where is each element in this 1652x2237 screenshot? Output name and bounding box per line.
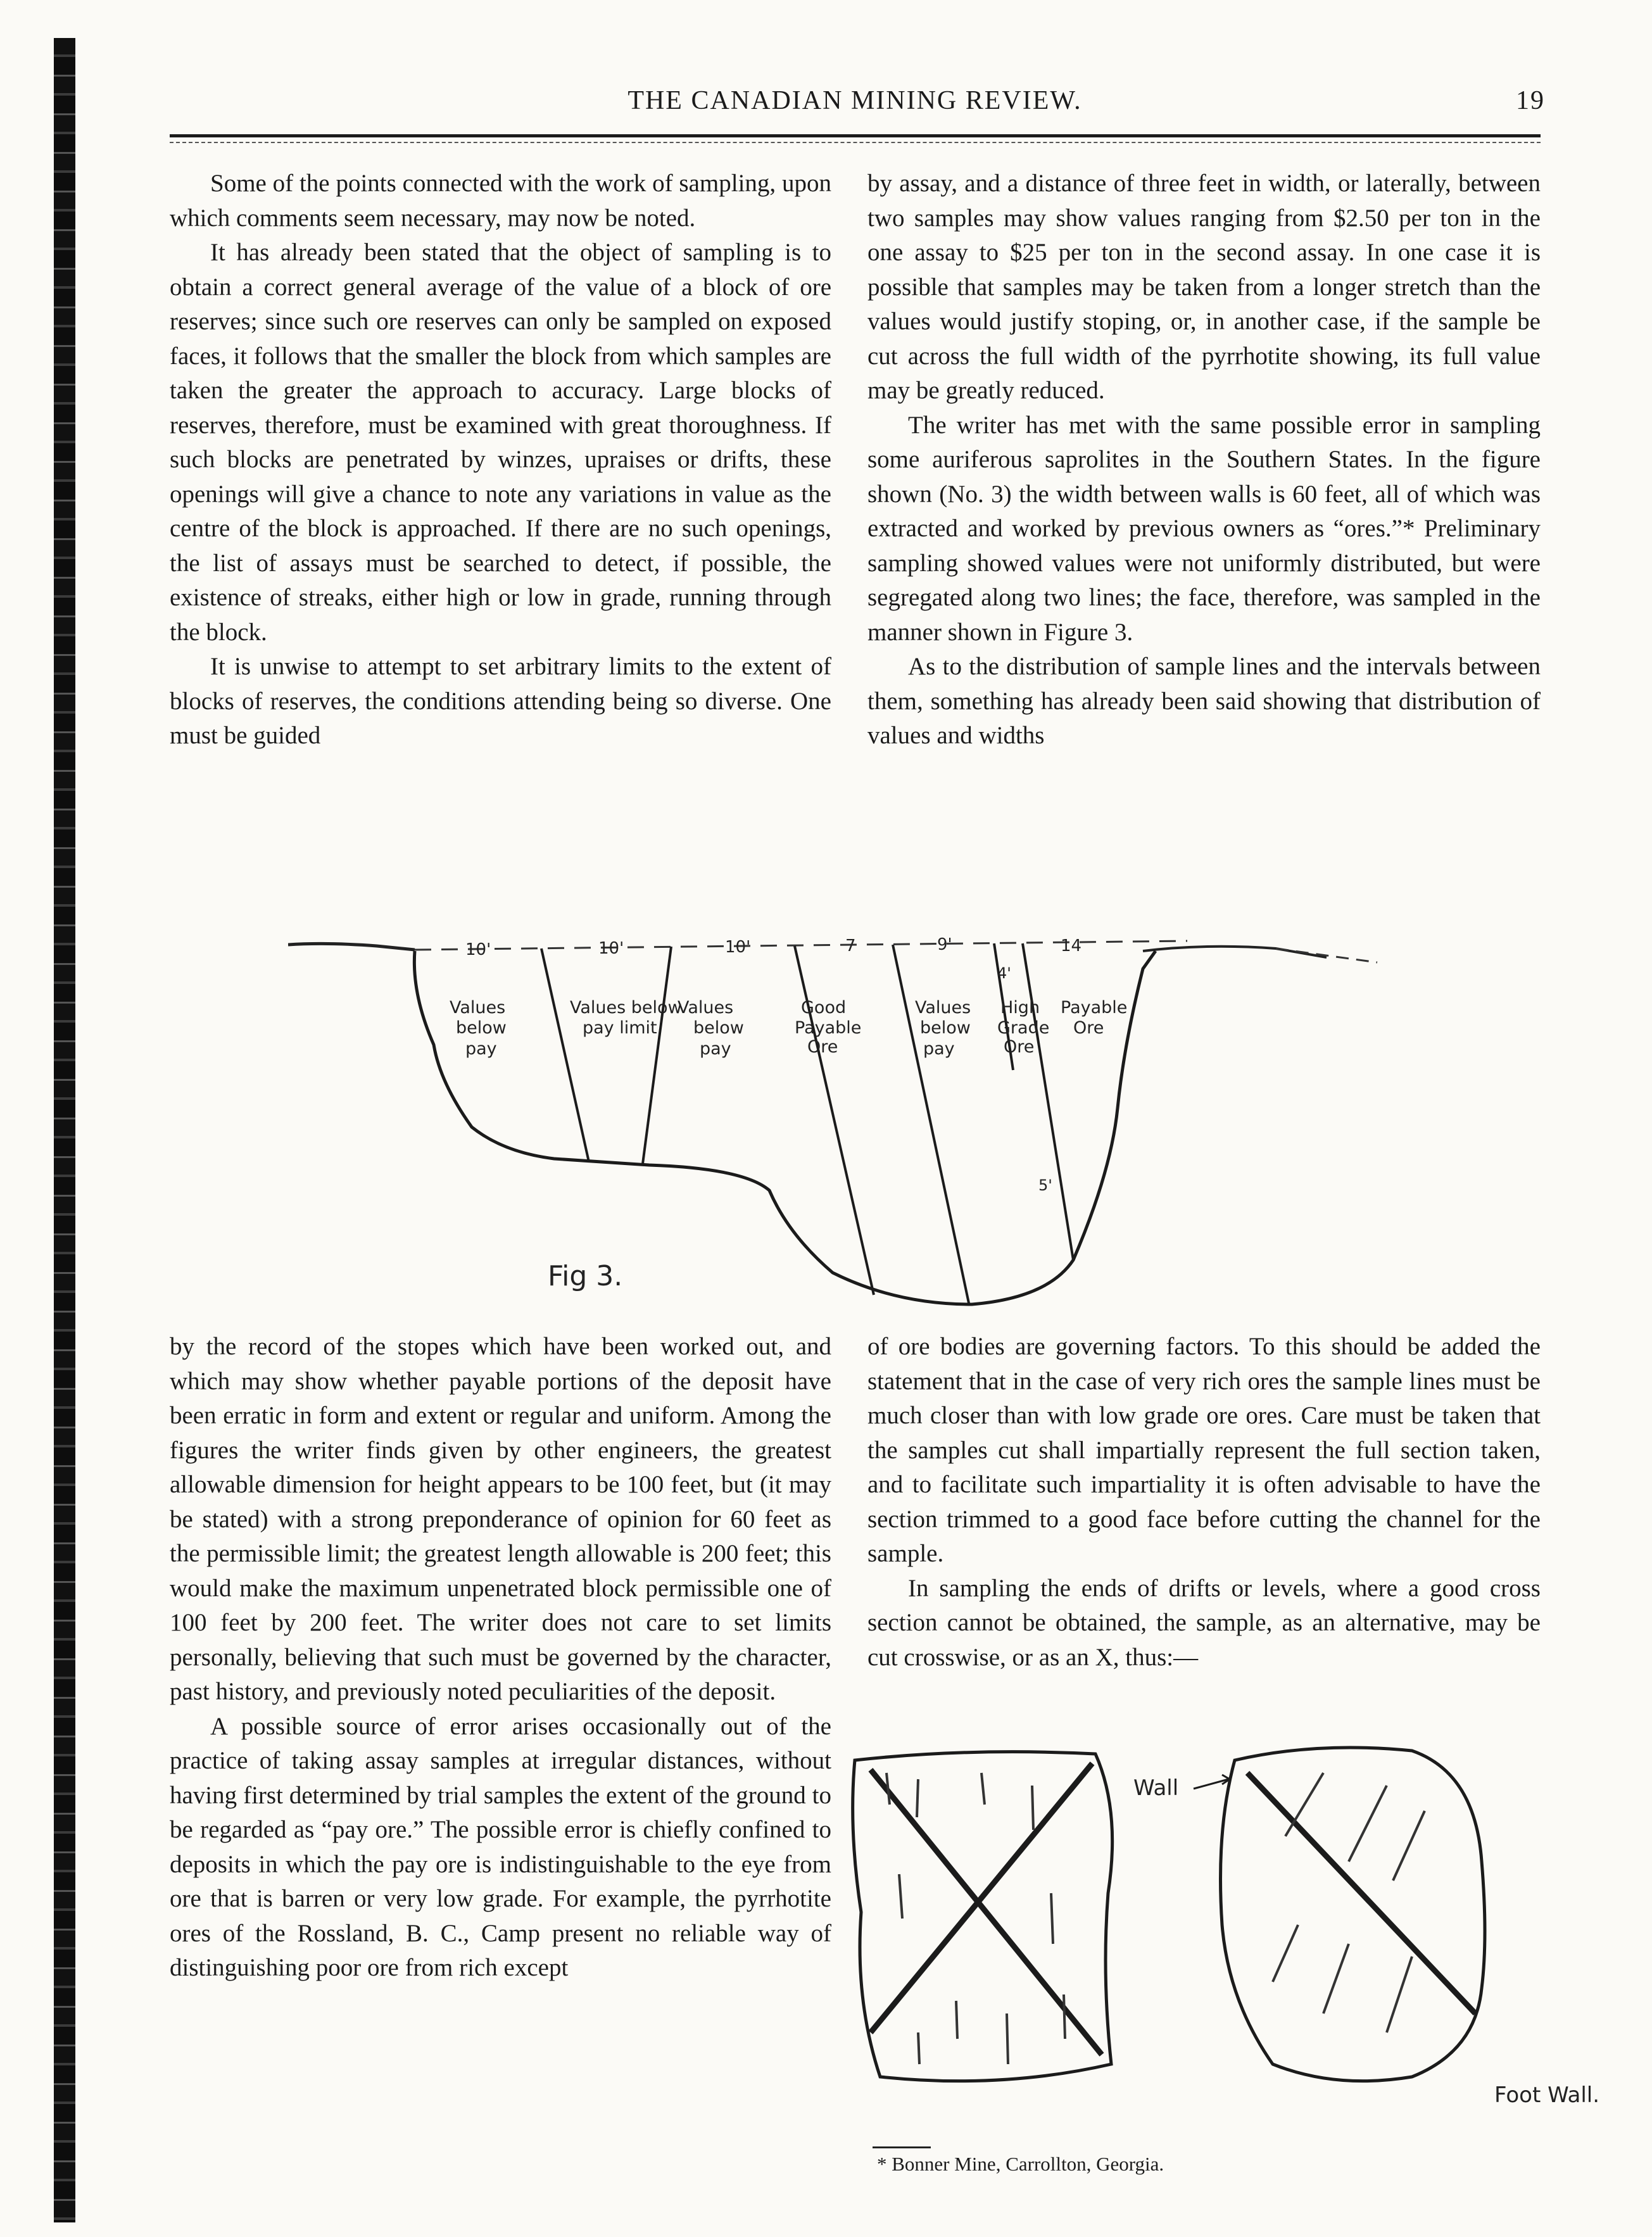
zone-label: pay limit bbox=[583, 1018, 657, 1038]
zone-label: Ore bbox=[807, 1037, 838, 1057]
zone-label: Payable bbox=[795, 1018, 862, 1038]
footnote-rule bbox=[873, 2146, 931, 2148]
paragraph: The writer has met with the same possible error in sampling some auriferous saprolites in the Southern States. In the figure shown (No. 3) the width between walls is 60 feet, all of which was extracted and worked by previous owners as “ores.”* Preliminary sampling showed values were not uniformly distributed, but were segregated along two lines; the face, therefore, was sampled in the manner shown in Figure 3. bbox=[867, 411, 1541, 646]
sample-cut-line bbox=[871, 1770, 1102, 2055]
figure-x-sampling bbox=[842, 1735, 1621, 2127]
dimension-label: 10' bbox=[725, 938, 751, 957]
drift-face-outline-right bbox=[1221, 1748, 1485, 2081]
dimension-label: 7 bbox=[845, 936, 856, 955]
zone-label: Values bbox=[678, 998, 734, 1018]
column-bottom-right bbox=[867, 1330, 1541, 1675]
zone-label: below bbox=[693, 1018, 744, 1038]
zone-label: below bbox=[920, 1018, 971, 1038]
sample-cut-line bbox=[1247, 1773, 1475, 2013]
zone-label: pay bbox=[465, 1039, 497, 1059]
zone-label: Values bbox=[915, 998, 971, 1018]
journal-title: THE CANADIAN MINING REVIEW. bbox=[627, 86, 1082, 115]
dimension-label: 4' bbox=[997, 964, 1011, 982]
paragraph: by the record of the stopes which have been worked out, and which may show whether payable portions of the deposit have been erratic in form and extent or regular and uniform. Among the figures the writer finds given by other engineers, the greatest allowable dimension for height appears to be 100 feet, but (it may be stated) with a strong preponderance of opinion for 60 feet as the permissible limit; the greatest length allowable is 200 feet; this would make the maximum unpenetrated block permissible one of 100 feet by 200 feet. The writer does not care to set limits personally, believing that such must be governed by the character, past history, and previously noted peculiarities of the deposit. bbox=[170, 1333, 831, 1705]
paragraph: Some of the points connected with the work of sampling, upon which comments seem necessary, may now be noted. bbox=[170, 170, 831, 232]
page-number: 19 bbox=[1516, 86, 1545, 115]
zone-label: pay bbox=[700, 1039, 731, 1059]
paragraph: It has already been stated that the object of sampling is to obtain a correct general average of the value of a block of ore reserves; since such ore reserves can only be sampled on exposed faces, it follows that the smaller the block from which samples are taken the greater the approach to accuracy. Large blocks of reserves, therefore, must be examined with great thoroughness. If such blocks are penetrated by winzes, upraises or drifts, these openings will give a chance to note any variations in value as the centre of the block is approached. If there are no such openings, the list of assays must be searched to detect, if possible, the existence of streaks, either high or low in grade, running through the block. bbox=[170, 239, 831, 646]
column-top-left bbox=[170, 167, 831, 753]
dimension-label: 5' bbox=[1038, 1176, 1052, 1194]
figure-caption: Fig 3. bbox=[548, 1260, 623, 1292]
wall-label: Wall bbox=[1133, 1775, 1179, 1801]
footnote: * Bonner Mine, Carrollton, Georgia. bbox=[877, 2153, 1164, 2175]
dimension-label: 9' bbox=[937, 935, 952, 954]
zone-label: Good bbox=[801, 998, 847, 1018]
drift-face-outline-left bbox=[853, 1752, 1113, 2081]
surface-line-left bbox=[288, 943, 415, 950]
sample-line bbox=[541, 948, 589, 1162]
dimension-label: 14 bbox=[1061, 936, 1082, 955]
zone-label: Values bbox=[450, 998, 506, 1018]
foot-wall-label: Foot Wall. bbox=[1494, 2083, 1600, 2108]
header-rule-dashed bbox=[170, 142, 1541, 143]
zone-label: below bbox=[456, 1018, 507, 1038]
dimension-label: 10' bbox=[465, 940, 491, 959]
zone-label: Ore bbox=[1073, 1018, 1104, 1038]
column-bottom-left bbox=[170, 1330, 831, 1986]
zone-label: Values below bbox=[570, 998, 682, 1018]
paragraph: It is unwise to attempt to set arbitrary limits to the extent of blocks of reserves, the conditions attending being so diverse. One must be guided bbox=[170, 653, 831, 749]
paragraph: As to the distribution of sample lines and the intervals between them, something has already been said showing that distribution of values and widths bbox=[867, 653, 1541, 749]
deposit-outline bbox=[414, 951, 1156, 1304]
dimension-label: 10' bbox=[598, 939, 624, 958]
sample-cut-line bbox=[871, 1763, 1092, 2032]
header-rule bbox=[170, 134, 1541, 137]
figure-3-stope-section bbox=[288, 918, 1409, 1336]
sample-line bbox=[1023, 943, 1073, 1260]
zone-label: Payable bbox=[1061, 998, 1128, 1018]
sample-line bbox=[643, 947, 671, 1164]
paragraph: of ore bodies are governing factors. To this should be added the statement that in the case of very rich ores the sample lines must be much closer than with low grade ore ores. Care must be taken that the samples cut shall impartially represent the full section taken, and to facilitate such impartiality it is often advisable to have the section trimmed to a good face before cutting the channel for the sample. bbox=[867, 1333, 1541, 1567]
paragraph: A possible source of error arises occasionally out of the practice of taking assay samples at irregular distances, without having first determined by trial samples the extent of the ground to be regarded as “pay ore.” The possible error is chiefly confined to deposits in which the pay ore is indistinguishable to the eye from ore that is barren or very low grade. For example, the pyrrhotite ores of the Rossland, B. C., Camp present no reliable way of distinguishing poor ore from rich except bbox=[170, 1712, 831, 1981]
page-header bbox=[165, 85, 1545, 123]
rock-texture bbox=[886, 1773, 1065, 2064]
page-binding-edge bbox=[54, 38, 75, 2222]
column-top-right bbox=[867, 167, 1541, 753]
zone-label: Ore bbox=[1004, 1037, 1035, 1057]
zone-label: Grade bbox=[997, 1018, 1050, 1038]
paragraph: In sampling the ends of drifts or levels, where a good cross section cannot be obtained, the sample, as an alternative, may be cut crosswise, or as an X, thus:— bbox=[867, 1574, 1541, 1671]
zone-label: High bbox=[1000, 998, 1040, 1018]
zone-label: pay bbox=[923, 1039, 955, 1059]
paragraph: by assay, and a distance of three feet in width, or laterally, between two samples may show values ranging from $2.50 per ton in the one assay to $25 per ton in the second assay. In one case it is possible that samples may be taken from a longer stretch than the values would justify stoping, or, in another case, if the sample be cut across the full width of the pyrrhotite showing, its full value may be greatly reduced. bbox=[867, 170, 1541, 404]
rock-texture bbox=[1273, 1773, 1425, 2032]
